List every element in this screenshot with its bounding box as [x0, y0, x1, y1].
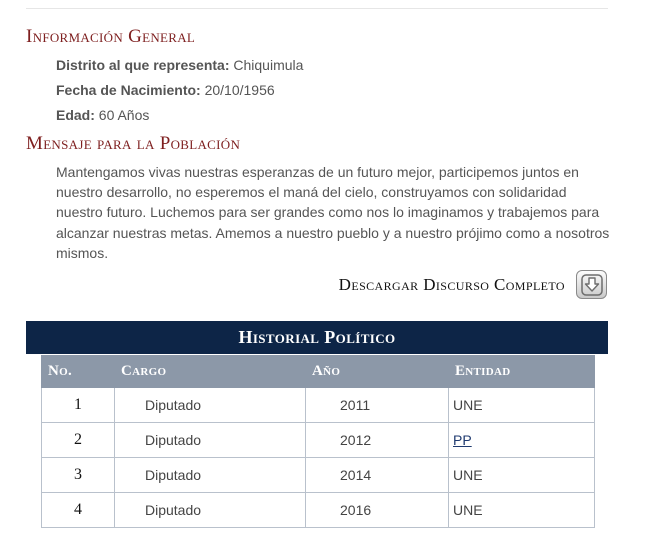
col-header-no: No.	[42, 356, 115, 388]
info-distrito-value: Chiquimula	[233, 57, 304, 73]
info-edad-value: 60 Años	[98, 107, 150, 123]
info-distrito-label: Distrito al que representa:	[56, 57, 230, 73]
info-fecha-label: Fecha de Nacimiento:	[56, 82, 201, 98]
historial-header-row	[42, 356, 595, 388]
download-arrow-icon	[581, 274, 603, 296]
cell-ano: 2012	[306, 423, 449, 458]
cell-no: 1	[42, 388, 115, 423]
top-divider	[26, 8, 608, 9]
mensaje-text: Mantengamos vivas nuestras esperanzas de un futuro mejor, participemos juntos en nuestro desarrollo, no esperemos el maná del cielo, construyamos con solidaridad nuestro futuro. Luchemos para ser grandes como nos lo imaginamos y trabajemos para alcanzar nuestras metas. Amemos a nuestro pueblo y a nuestro prójimo como a nosotros mismos.	[56, 164, 610, 261]
info-general-title: Información General	[26, 26, 196, 47]
table-row	[42, 493, 595, 528]
cell-no: 3	[42, 458, 115, 493]
info-edad	[56, 107, 149, 123]
cell-entidad: UNE	[449, 458, 595, 493]
cell-cargo: Diputado	[115, 388, 306, 423]
historial-table	[41, 355, 595, 528]
info-edad-label: Edad:	[56, 107, 95, 123]
table-row	[42, 423, 595, 458]
cell-no: 2	[42, 423, 115, 458]
col-header-cargo: Cargo	[115, 356, 306, 388]
table-row	[42, 388, 595, 423]
mensaje-title: Mensaje para la Población	[26, 133, 241, 154]
cell-entidad: UNE	[449, 388, 595, 423]
cell-no: 4	[42, 493, 115, 528]
entidad-pp-link[interactable]: PP	[453, 432, 472, 448]
cell-cargo: Diputado	[115, 423, 306, 458]
download-discurso-link[interactable]: Descargar Discurso Completo	[338, 275, 565, 294]
download-discurso-button[interactable]	[576, 270, 607, 299]
cell-ano: 2014	[306, 458, 449, 493]
cell-ano: 2011	[306, 388, 449, 423]
historial-title: Historial Político	[26, 321, 608, 354]
cell-cargo: Diputado	[115, 458, 306, 493]
cell-entidad	[449, 423, 595, 458]
col-header-entidad: Entidad	[449, 356, 595, 388]
info-distrito	[56, 57, 303, 73]
col-header-ano: Año	[306, 356, 449, 388]
cell-cargo: Diputado	[115, 493, 306, 528]
cell-ano: 2016	[306, 493, 449, 528]
info-fecha-value: 20/10/1956	[204, 82, 275, 98]
cell-entidad: UNE	[449, 493, 595, 528]
info-fecha	[56, 82, 275, 98]
table-row	[42, 458, 595, 493]
